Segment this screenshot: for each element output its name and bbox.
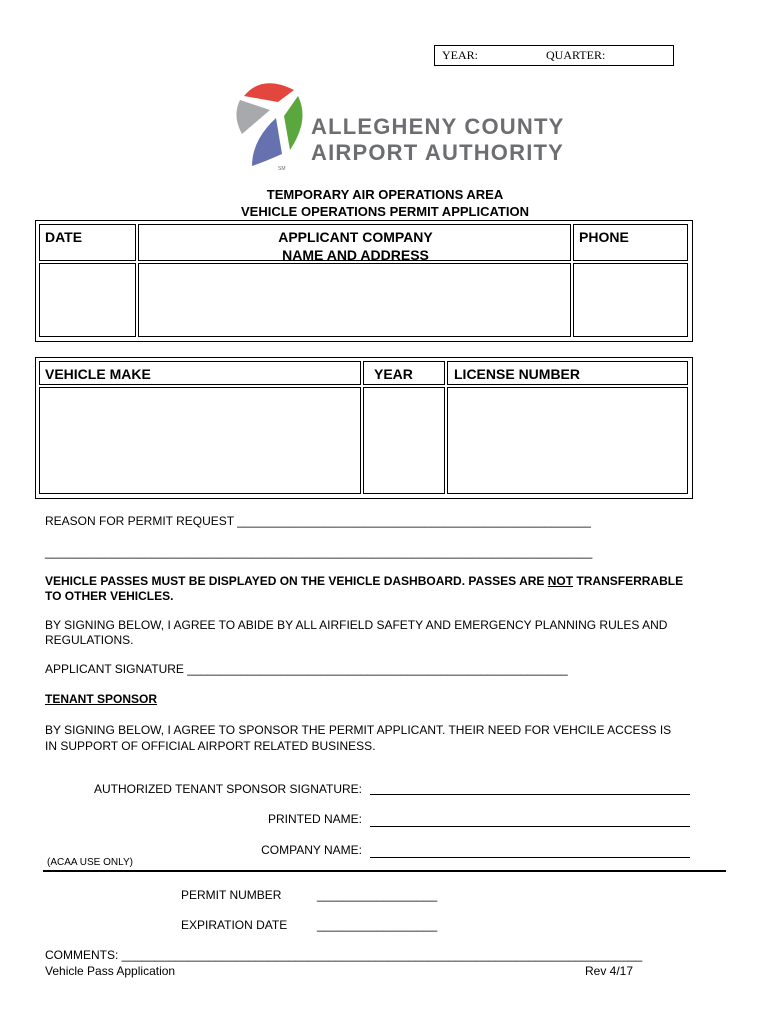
printed-name-label: PRINTED NAME: — [267, 812, 362, 826]
company-name-label: COMPANY NAME: — [261, 843, 362, 857]
agree-text-line1: BY SIGNING BELOW, I AGREE TO ABIDE BY ALL AIRFIELD SAFETY AND EMERGENCY PLANNING RULES AND — [45, 618, 668, 632]
logo-blue-segment — [252, 118, 282, 166]
date-input-cell[interactable] — [39, 263, 136, 337]
expiration-date-label: EXPIRATION DATE — [181, 918, 288, 932]
make-header: VEHICLE MAKE — [45, 366, 151, 382]
applicant-signature-field[interactable]: APPLICANT SIGNATURE _________________________________________________________ — [45, 662, 568, 676]
footer-revision: Rev 4/17 — [585, 964, 634, 978]
logo-sm-mark: SM — [278, 166, 286, 172]
date-header: DATE — [45, 229, 83, 245]
logo-red-segment — [244, 83, 294, 102]
warning-not: NOT — [547, 574, 574, 588]
license-header: LICENSE NUMBER — [454, 366, 581, 382]
company-header-line2: NAME AND ADDRESS — [282, 247, 429, 263]
license-input-cell[interactable] — [447, 387, 688, 494]
quarter-label: QUARTER: — [546, 48, 606, 62]
sponsor-signature-label: AUTHORIZED TENANT SPONSOR SIGNATURE: — [93, 782, 362, 796]
year-header-cell — [363, 361, 445, 385]
license-header-cell — [447, 361, 688, 385]
make-input-cell[interactable] — [39, 387, 361, 494]
logo-gray-segment — [236, 100, 270, 134]
expiration-date-field[interactable]: __________________ — [317, 918, 438, 932]
comments-field[interactable]: COMMENTS: ______________________________________________________________________________ — [45, 948, 643, 962]
airport-authority-logo-icon — [232, 76, 312, 172]
warning-text-part1: VEHICLE PASSES MUST BE DISPLAYED ON THE VEHICLE DASHBOARD. PASSES ARE — [45, 574, 548, 588]
printed-name-line[interactable] — [370, 826, 690, 827]
logo-name-line1: ALLEGHENY COUNTY — [311, 114, 565, 139]
year-input-cell[interactable] — [363, 387, 445, 494]
reason-field-line2[interactable]: __________________________________________________________________________________ — [45, 545, 593, 559]
company-header-cell — [138, 224, 571, 261]
phone-input-cell[interactable] — [573, 263, 688, 337]
warning-line2: TO OTHER VEHICLES. — [45, 589, 174, 603]
dashboard-warning — [45, 574, 745, 588]
sponsor-signature-line[interactable] — [370, 794, 690, 795]
tenant-sponsor-heading: TENANT SPONSOR — [45, 692, 158, 706]
form-title-line1: TEMPORARY AIR OPERATIONS AREA — [266, 187, 504, 202]
vehicle-year-header: YEAR — [374, 366, 413, 382]
logo-name-line2: AIRPORT AUTHORITY — [311, 140, 565, 165]
company-header-line1: APPLICANT COMPANY — [278, 229, 433, 245]
warning-text-part2: TRANSFERRABLE — [573, 574, 684, 588]
vehicle-table — [35, 357, 693, 499]
year-label: YEAR: — [442, 48, 478, 62]
applicant-table — [35, 220, 693, 342]
agree-text-line2: REGULATIONS. — [45, 633, 134, 647]
permit-number-label: PERMIT NUMBER — [181, 888, 282, 902]
phone-header: PHONE — [579, 229, 629, 245]
reason-field[interactable]: REASON FOR PERMIT REQUEST _____________________________________________________ — [45, 514, 591, 528]
year-quarter-box — [434, 45, 674, 66]
acaa-use-only-label: (ACAA USE ONLY) — [47, 857, 133, 868]
sponsor-text-line2: IN SUPPORT OF OFFICIAL AIRPORT RELATED BUSINESS. — [45, 739, 376, 753]
date-header-cell — [39, 224, 136, 261]
footer-left: Vehicle Pass Application — [45, 964, 176, 978]
make-header-cell — [39, 361, 361, 385]
sponsor-text-line1: BY SIGNING BELOW, I AGREE TO SPONSOR THE PERMIT APPLICANT. THEIR NEED FOR VEHCILE ACCESS IS — [45, 723, 672, 737]
logo-green-segment — [284, 96, 303, 150]
acaa-divider — [43, 870, 726, 872]
permit-number-field[interactable]: __________________ — [317, 888, 438, 902]
company-name-line[interactable] — [370, 857, 690, 858]
form-title-line2: VEHICLE OPERATIONS PERMIT APPLICATION — [241, 204, 529, 219]
company-input-cell[interactable] — [138, 263, 571, 337]
phone-header-cell — [573, 224, 688, 261]
